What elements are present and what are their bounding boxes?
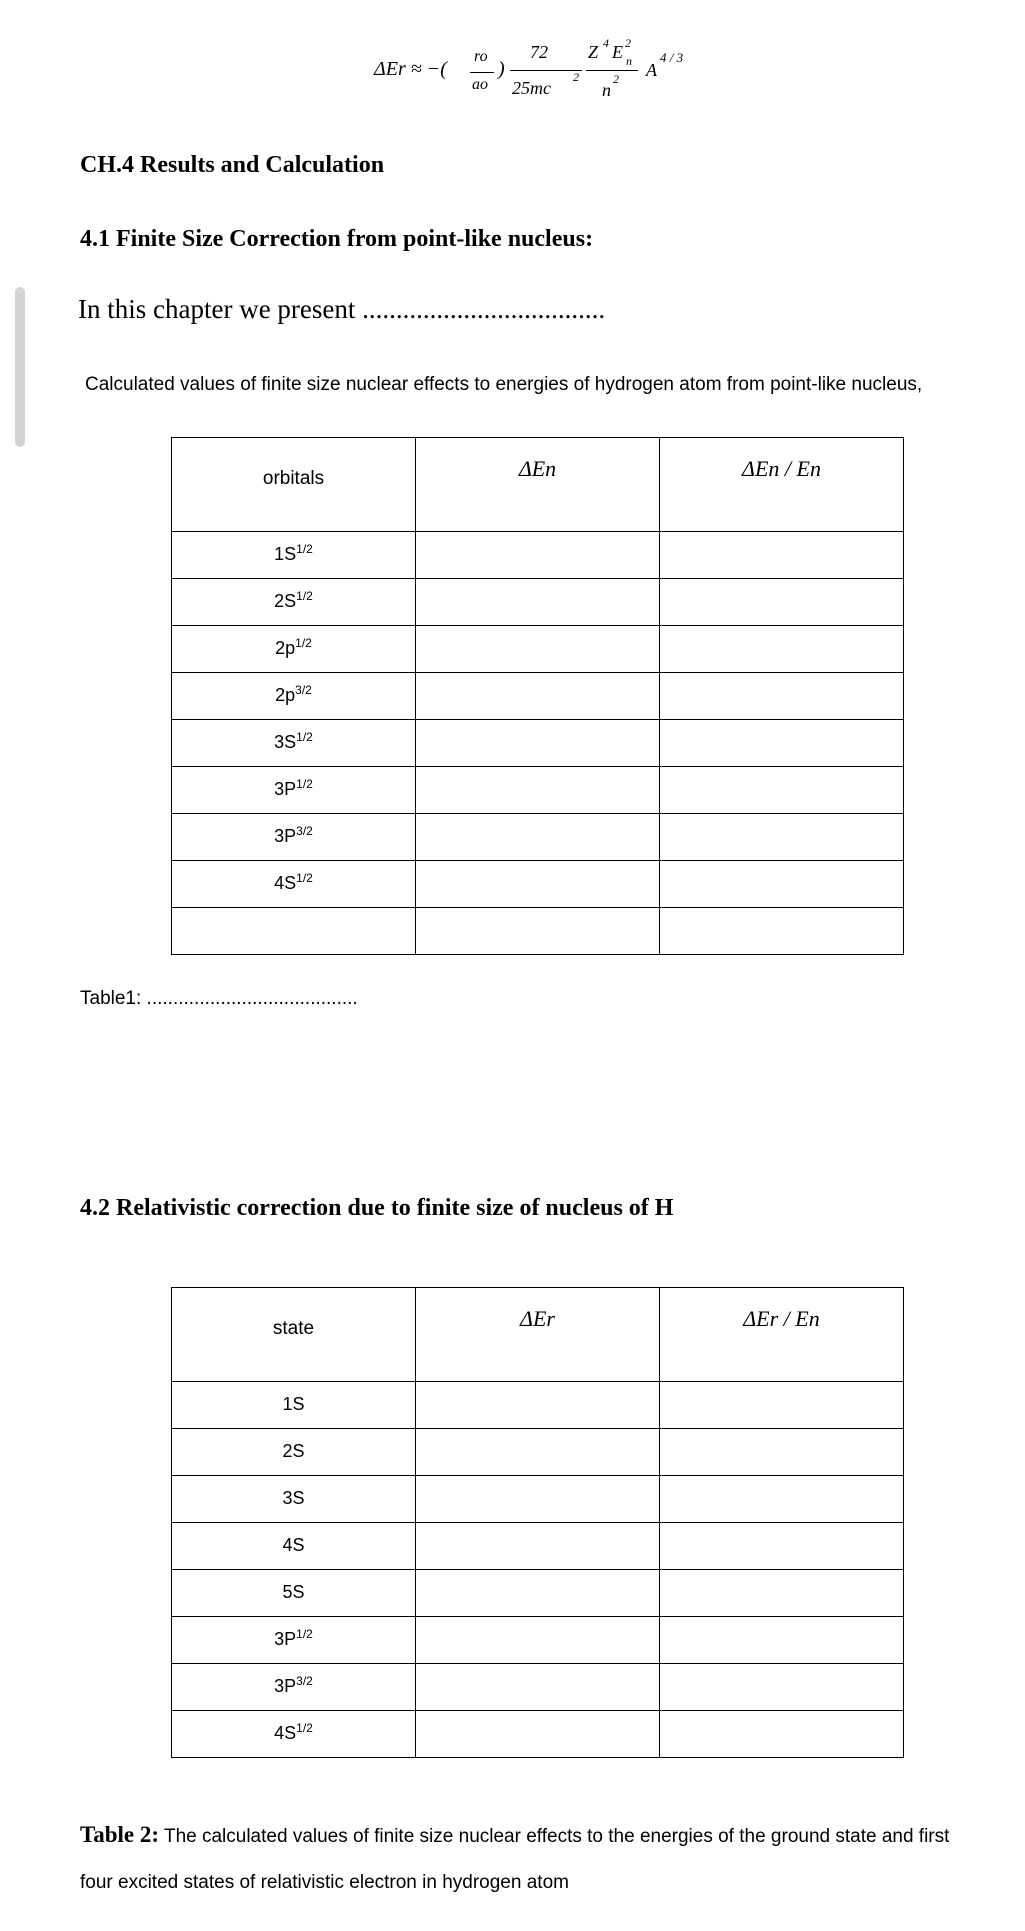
row-label-base: 4S <box>282 1535 305 1555</box>
scrollbar[interactable] <box>15 287 25 447</box>
table-cell <box>416 720 660 767</box>
row-label <box>172 1382 416 1429</box>
row-label-base: 1S <box>274 544 297 564</box>
table-cell <box>416 1570 660 1617</box>
table-row <box>172 1476 904 1523</box>
header-state: state <box>172 1288 416 1382</box>
row-label-base: 2S <box>282 1441 305 1461</box>
row-label <box>172 532 416 579</box>
table-1 <box>171 437 904 955</box>
table-row <box>172 814 904 861</box>
table-row <box>172 1570 904 1617</box>
table-cell <box>660 626 904 673</box>
table-cell <box>416 1429 660 1476</box>
table-row <box>172 1617 904 1664</box>
table-cell <box>416 1664 660 1711</box>
table-cell <box>660 673 904 720</box>
table-cell <box>660 814 904 861</box>
table-cell <box>416 532 660 579</box>
row-label <box>172 767 416 814</box>
header-delta-en-ratio: ΔEn / En <box>660 438 904 532</box>
formula-num-e: E <box>612 42 623 62</box>
formula-den-sq: 2 <box>573 70 579 84</box>
formula-lhs: ΔEr ≈ −( <box>374 58 447 80</box>
table-cell <box>416 1523 660 1570</box>
table-row <box>172 532 904 579</box>
formula-a0: ao <box>472 76 488 93</box>
header-delta-en: ΔEn <box>416 438 660 532</box>
row-label-sup: 1/2 <box>296 589 313 603</box>
row-label <box>172 861 416 908</box>
table-1-caption: Calculated values of finite size nuclear effects to energies of hydrogen atom from point-like nucleus, <box>85 374 923 395</box>
table-row <box>172 1711 904 1758</box>
row-label-base: 2p <box>275 638 296 658</box>
table-cell <box>416 767 660 814</box>
row-label-base: 4S <box>274 873 297 893</box>
formula-den-mc: 25mc <box>512 78 551 98</box>
table-cell <box>660 1617 904 1664</box>
row-label-base: 2S <box>274 591 297 611</box>
table-cell <box>660 767 904 814</box>
formula-n-sq: 2 <box>613 72 619 86</box>
row-label <box>172 626 416 673</box>
table-cell <box>416 1476 660 1523</box>
row-label-base: 3S <box>282 1488 305 1508</box>
formula-r0: ro <box>474 48 488 65</box>
table-row <box>172 626 904 673</box>
row-label-sup: 1/2 <box>296 777 313 791</box>
table-2-caption-label: Table 2: <box>80 1822 160 1847</box>
table-row <box>172 1523 904 1570</box>
table-2 <box>171 1287 904 1758</box>
row-label <box>172 1429 416 1476</box>
row-label <box>172 1711 416 1758</box>
row-label-sup: 3/2 <box>295 683 312 697</box>
table-cell <box>660 861 904 908</box>
table-cell <box>660 532 904 579</box>
table-row <box>172 1382 904 1429</box>
table-row <box>172 673 904 720</box>
table-cell <box>660 579 904 626</box>
formula-num-72: 72 <box>530 42 548 62</box>
table-2-caption <box>80 1812 980 1906</box>
row-label <box>172 1476 416 1523</box>
row-label <box>172 1617 416 1664</box>
row-label-sup: 1/2 <box>296 871 313 885</box>
formula-den-n: n <box>602 80 611 100</box>
formula-a-exp: 4 / 3 <box>660 50 684 65</box>
row-label-base: 3P <box>274 826 297 846</box>
row-label-base: 4S <box>274 1723 297 1743</box>
formula-en-sub: n <box>626 54 632 68</box>
table-cell <box>416 1617 660 1664</box>
table-cell <box>660 1570 904 1617</box>
row-label <box>172 908 416 955</box>
table-cell <box>416 814 660 861</box>
row-label <box>172 720 416 767</box>
intro-text: In this chapter we present .................................... <box>78 294 606 324</box>
table-cell <box>416 579 660 626</box>
table-row <box>172 579 904 626</box>
formula-a-term: A <box>646 60 657 80</box>
table-cell <box>416 1382 660 1429</box>
section-2-title: 4.2 Relativistic correction due to finite size of nucleus of H <box>80 1195 674 1221</box>
row-label-sup: 1/2 <box>296 542 313 556</box>
row-label-sup: 3/2 <box>296 824 313 838</box>
table-cell <box>660 720 904 767</box>
table-cell <box>416 673 660 720</box>
row-label <box>172 814 416 861</box>
table-row <box>172 1429 904 1476</box>
row-label <box>172 1664 416 1711</box>
table-cell <box>416 1711 660 1758</box>
table-cell <box>416 908 660 955</box>
table-cell <box>416 861 660 908</box>
chapter-title: CH.4 Results and Calculation <box>80 152 385 178</box>
row-label-base: 3P <box>274 1676 297 1696</box>
section-1-title: 4.1 Finite Size Correction from point-like nucleus: <box>80 226 594 252</box>
row-label-sup: 3/2 <box>296 1674 313 1688</box>
table-cell <box>660 908 904 955</box>
row-label-base: 2p <box>275 685 296 705</box>
formula-en-sq: 2 <box>625 36 631 50</box>
row-label-base: 1S <box>282 1394 305 1414</box>
table-row <box>172 720 904 767</box>
row-label-base: 5S <box>282 1582 305 1602</box>
table-cell <box>660 1476 904 1523</box>
table-2-caption-text: The calculated values of finite size nuclear effects to the energies of the ground state and first four excited states of relativistic electron in hydrogen atom <box>80 1826 950 1893</box>
header-delta-er-ratio: ΔEr / En <box>660 1288 904 1382</box>
row-label-base: 3P <box>274 779 297 799</box>
table-cell <box>416 626 660 673</box>
table-row <box>172 908 904 955</box>
table-cell <box>660 1523 904 1570</box>
formula-z-exp: 4 <box>603 36 609 50</box>
row-label-sup: 1/2 <box>296 1721 313 1735</box>
header-orbitals: orbitals <box>172 438 416 532</box>
row-label <box>172 1523 416 1570</box>
row-label-sup: 1/2 <box>296 730 313 744</box>
formula-num-z: Z <box>588 42 599 62</box>
table-cell <box>660 1664 904 1711</box>
energy-formula <box>360 30 720 110</box>
table-cell <box>660 1711 904 1758</box>
row-label <box>172 1570 416 1617</box>
header-delta-er: ΔEr <box>416 1288 660 1382</box>
formula-close-paren: ) <box>498 58 505 80</box>
table-row <box>172 767 904 814</box>
row-label-sup: 1/2 <box>296 1627 313 1641</box>
row-label-base: 3P <box>274 1629 297 1649</box>
table-row <box>172 1664 904 1711</box>
row-label <box>172 579 416 626</box>
table-cell <box>660 1429 904 1476</box>
row-label-sup: 1/2 <box>295 636 312 650</box>
table-1-label: Table1: ........................................ <box>80 988 358 1009</box>
table-cell <box>660 1382 904 1429</box>
row-label <box>172 673 416 720</box>
row-label-base: 3S <box>274 732 297 752</box>
table-row <box>172 861 904 908</box>
